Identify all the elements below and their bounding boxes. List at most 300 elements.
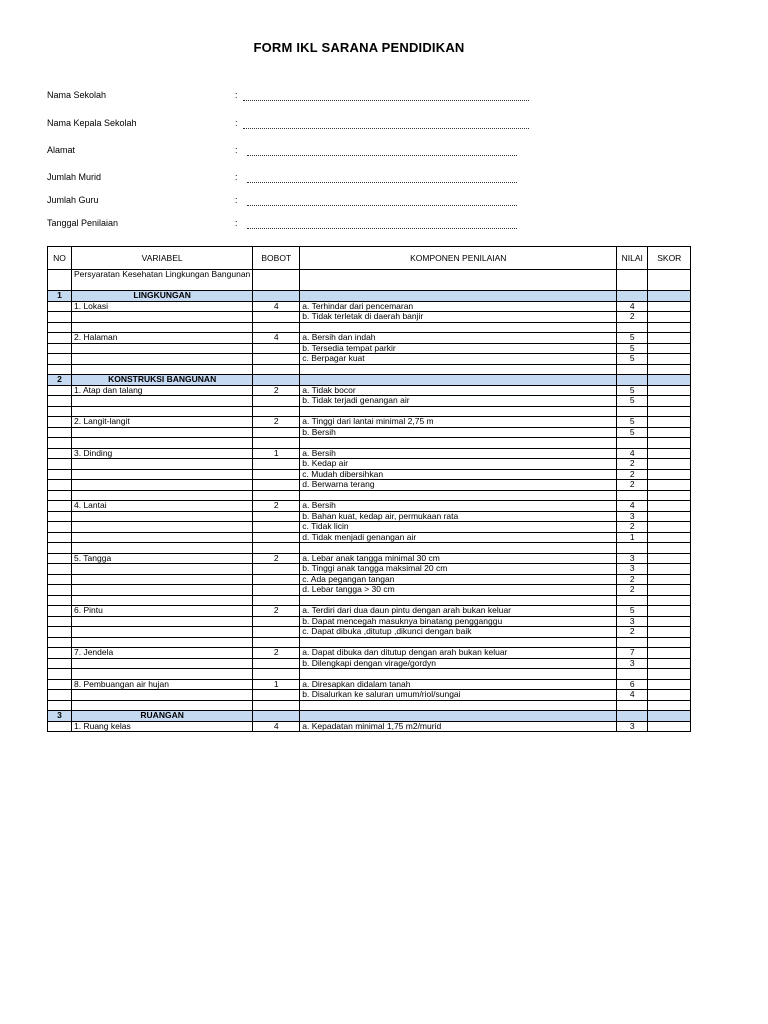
cell-bobot (253, 354, 300, 365)
cell-variabel: 7. Jendela (72, 648, 253, 659)
cell-skor[interactable] (648, 543, 691, 554)
header-variabel: VARIABEL (72, 247, 253, 270)
cell-variabel: LINGKUNGAN (72, 291, 253, 302)
cell-no (48, 511, 72, 522)
cell-komponen: a. Bersih (300, 501, 617, 512)
cell-variabel (72, 490, 253, 501)
field-row (47, 118, 547, 132)
cell-komponen: b. Tinggi anak tangga maksimal 20 cm (300, 564, 617, 575)
cell-komponen: a. Tidak bocor (300, 385, 617, 396)
cell-komponen: a. Dapat dibuka dan ditutup dengan arah bukan keluar (300, 648, 617, 659)
cell-nilai: 4 (617, 301, 648, 312)
field-input-line[interactable] (243, 128, 529, 129)
cell-bobot (253, 322, 300, 333)
table-row (48, 448, 691, 459)
cell-variabel: 4. Lantai (72, 501, 253, 512)
table-row (48, 511, 691, 522)
cell-skor[interactable] (648, 469, 691, 480)
cell-nilai (617, 364, 648, 375)
field-colon: : (235, 195, 238, 205)
cell-variabel (72, 427, 253, 438)
table-row (48, 438, 691, 449)
cell-komponen (300, 375, 617, 386)
cell-nilai: 5 (617, 385, 648, 396)
cell-variabel (72, 354, 253, 365)
cell-variabel: 3. Dinding (72, 448, 253, 459)
field-colon: : (235, 90, 238, 100)
cell-nilai: 4 (617, 501, 648, 512)
cell-variabel (72, 322, 253, 333)
cell-skor[interactable] (648, 438, 691, 449)
cell-skor[interactable] (648, 427, 691, 438)
cell-nilai (617, 637, 648, 648)
cell-nilai (617, 438, 648, 449)
cell-skor[interactable] (648, 700, 691, 711)
cell-variabel: RUANGAN (72, 711, 253, 722)
table-row (48, 574, 691, 585)
cell-bobot (253, 291, 300, 302)
cell-komponen: d. Tidak menjadi genangan air (300, 532, 617, 543)
cell-no (48, 637, 72, 648)
field-label: Tanggal Penilaian (47, 218, 119, 228)
cell-skor[interactable] (648, 322, 691, 333)
cell-komponen (300, 270, 617, 291)
cell-variabel (72, 406, 253, 417)
page-title: FORM IKL SARANA PENDIDIKAN (253, 40, 465, 55)
cell-nilai: 2 (617, 574, 648, 585)
field-input-line[interactable] (247, 228, 517, 229)
table-row (48, 690, 691, 701)
cell-komponen: d. Berwarna terang (300, 480, 617, 491)
cell-skor[interactable] (648, 658, 691, 669)
cell-nilai: 6 (617, 679, 648, 690)
field-label: Jumlah Murid (47, 172, 102, 182)
field-row (47, 172, 547, 186)
cell-skor[interactable] (648, 616, 691, 627)
table-row (48, 627, 691, 638)
cell-komponen: c. Mudah dibersihkan (300, 469, 617, 480)
cell-skor[interactable] (648, 627, 691, 638)
table-row (48, 532, 691, 543)
field-colon: : (235, 145, 238, 155)
cell-bobot (253, 480, 300, 491)
cell-skor[interactable] (648, 406, 691, 417)
cell-komponen (300, 322, 617, 333)
cell-bobot (253, 574, 300, 585)
cell-variabel: 8. Pembuangan air hujan (72, 679, 253, 690)
cell-komponen (300, 669, 617, 680)
cell-komponen: b. Dilengkapi dengan virage/gordyn (300, 658, 617, 669)
table-row (48, 459, 691, 470)
cell-variabel (72, 522, 253, 533)
cell-nilai (617, 669, 648, 680)
cell-skor[interactable] (648, 312, 691, 323)
cell-komponen (300, 490, 617, 501)
cell-nilai: 5 (617, 606, 648, 617)
cell-skor[interactable] (648, 511, 691, 522)
cell-nilai: 5 (617, 354, 648, 365)
cell-komponen (300, 637, 617, 648)
cell-nilai (617, 375, 648, 386)
cell-nilai: 5 (617, 343, 648, 354)
cell-bobot: 2 (253, 501, 300, 512)
cell-no (48, 385, 72, 396)
cell-no (48, 543, 72, 554)
cell-komponen (300, 291, 617, 302)
cell-no (48, 333, 72, 344)
cell-no (48, 322, 72, 333)
cell-variabel: Persyaratan Kesehatan Lingkungan Bangunan (72, 270, 253, 291)
table-row (48, 406, 691, 417)
field-input-line[interactable] (243, 100, 529, 101)
cell-bobot (253, 364, 300, 375)
cell-variabel: 5. Tangga (72, 553, 253, 564)
cell-variabel: 2. Halaman (72, 333, 253, 344)
cell-bobot (253, 438, 300, 449)
table-row (48, 543, 691, 554)
cell-no (48, 700, 72, 711)
table-row (48, 606, 691, 617)
cell-komponen (300, 406, 617, 417)
cell-nilai (617, 543, 648, 554)
cell-nilai: 3 (617, 616, 648, 627)
cell-skor[interactable] (648, 669, 691, 680)
cell-bobot (253, 511, 300, 522)
table-row (48, 396, 691, 407)
field-colon: : (235, 218, 238, 228)
cell-bobot: 4 (253, 333, 300, 344)
cell-no (48, 616, 72, 627)
cell-nilai: 5 (617, 417, 648, 428)
cell-bobot (253, 490, 300, 501)
table-row (48, 333, 691, 344)
cell-no (48, 574, 72, 585)
cell-skor[interactable] (648, 679, 691, 690)
cell-no (48, 469, 72, 480)
cell-bobot (253, 469, 300, 480)
cell-bobot: 4 (253, 721, 300, 732)
cell-skor[interactable] (648, 574, 691, 585)
cell-variabel (72, 511, 253, 522)
section-row (48, 711, 691, 722)
cell-variabel (72, 637, 253, 648)
cell-no (48, 721, 72, 732)
cell-no (48, 417, 72, 428)
table-row (48, 322, 691, 333)
table-row (48, 522, 691, 533)
cell-nilai (617, 595, 648, 606)
cell-komponen: b. Bersih (300, 427, 617, 438)
cell-skor[interactable] (648, 354, 691, 365)
cell-komponen: b. Tidak terletak di daerah banjir (300, 312, 617, 323)
cell-no (48, 501, 72, 512)
cell-skor[interactable] (648, 459, 691, 470)
cell-komponen: a. Tinggi dari lantai minimal 2,75 m (300, 417, 617, 428)
field-input-line[interactable] (247, 205, 517, 206)
cell-komponen: b. Dapat mencegah masuknya binatang pengganggu (300, 616, 617, 627)
cell-nilai: 2 (617, 469, 648, 480)
cell-komponen (300, 595, 617, 606)
cell-nilai (617, 270, 648, 291)
table-row (48, 669, 691, 680)
cell-skor[interactable] (648, 301, 691, 312)
cell-variabel (72, 396, 253, 407)
cell-komponen: b. Tersedia tempat parkir (300, 343, 617, 354)
cell-nilai: 2 (617, 585, 648, 596)
header-skor: SKOR (648, 247, 691, 270)
cell-nilai: 7 (617, 648, 648, 659)
field-row (47, 90, 547, 104)
field-colon: : (235, 172, 238, 182)
cell-no (48, 564, 72, 575)
table-row (48, 427, 691, 438)
cell-skor[interactable] (648, 595, 691, 606)
cell-no: 2 (48, 375, 72, 386)
cell-bobot (253, 669, 300, 680)
cell-komponen: d. Lebar tangga > 30 cm (300, 585, 617, 596)
cell-no (48, 364, 72, 375)
cell-no (48, 396, 72, 407)
cell-komponen (300, 364, 617, 375)
header-bobot: BOBOT (253, 247, 300, 270)
cell-nilai: 3 (617, 658, 648, 669)
field-label: Alamat (47, 145, 76, 155)
cell-komponen (300, 438, 617, 449)
cell-skor[interactable] (648, 333, 691, 344)
cell-no (48, 490, 72, 501)
cell-variabel (72, 438, 253, 449)
cell-variabel (72, 658, 253, 669)
table-row (48, 637, 691, 648)
table-row (48, 679, 691, 690)
cell-skor[interactable] (648, 270, 691, 291)
cell-bobot (253, 406, 300, 417)
table-row (48, 480, 691, 491)
cell-bobot: 4 (253, 301, 300, 312)
cell-no (48, 690, 72, 701)
cell-no (48, 658, 72, 669)
field-label: Nama Kepala Sekolah (47, 118, 137, 128)
cell-no (48, 448, 72, 459)
cell-no: 3 (48, 711, 72, 722)
cell-nilai: 4 (617, 690, 648, 701)
cell-nilai: 2 (617, 459, 648, 470)
table-row (48, 648, 691, 659)
field-label: Jumlah Guru (47, 195, 99, 205)
cell-no (48, 532, 72, 543)
field-input-line[interactable] (247, 182, 517, 183)
table-row (48, 564, 691, 575)
cell-skor[interactable] (648, 396, 691, 407)
cell-skor[interactable] (648, 564, 691, 575)
cell-nilai: 2 (617, 480, 648, 491)
cell-nilai (617, 406, 648, 417)
field-input-line[interactable] (247, 155, 517, 156)
cell-no (48, 585, 72, 596)
cell-no (48, 669, 72, 680)
cell-skor[interactable] (648, 637, 691, 648)
cell-no (48, 312, 72, 323)
cell-no (48, 354, 72, 365)
cell-komponen (300, 543, 617, 554)
cell-no (48, 606, 72, 617)
cell-variabel (72, 532, 253, 543)
cell-variabel (72, 343, 253, 354)
cell-skor[interactable] (648, 553, 691, 564)
cell-bobot (253, 616, 300, 627)
cell-nilai (617, 700, 648, 711)
cell-skor[interactable] (648, 480, 691, 491)
section-row (48, 375, 691, 386)
table-row (48, 343, 691, 354)
table-row (48, 301, 691, 312)
cell-bobot (253, 585, 300, 596)
cell-nilai: 2 (617, 312, 648, 323)
cell-skor[interactable] (648, 501, 691, 512)
cell-nilai (617, 322, 648, 333)
cell-no (48, 343, 72, 354)
cell-komponen: c. Berpagar kuat (300, 354, 617, 365)
cell-komponen: b. Bahan kuat, kedap air, permukaan rata (300, 511, 617, 522)
field-row (47, 195, 547, 209)
cell-no (48, 648, 72, 659)
cell-no (48, 406, 72, 417)
section-row (48, 291, 691, 302)
cell-no (48, 438, 72, 449)
cell-komponen (300, 711, 617, 722)
cell-variabel (72, 700, 253, 711)
cell-variabel (72, 459, 253, 470)
cell-komponen: b. Tidak terjadi genangan air (300, 396, 617, 407)
cell-komponen: a. Lebar anak tangga minimal 30 cm (300, 553, 617, 564)
cell-bobot (253, 690, 300, 701)
cell-variabel (72, 469, 253, 480)
cell-variabel: 1. Ruang kelas (72, 721, 253, 732)
cell-variabel (72, 585, 253, 596)
cell-variabel (72, 574, 253, 585)
table-row (48, 700, 691, 711)
table-row (48, 364, 691, 375)
cell-variabel (72, 564, 253, 575)
cell-skor[interactable] (648, 291, 691, 302)
cell-komponen: b. Kedap air (300, 459, 617, 470)
cell-nilai: 5 (617, 396, 648, 407)
cell-skor[interactable] (648, 522, 691, 533)
cell-nilai: 3 (617, 553, 648, 564)
cell-komponen: a. Terdiri dari dua daun pintu dengan arah bukan keluar (300, 606, 617, 617)
cell-variabel: 1. Atap dan talang (72, 385, 253, 396)
cell-nilai: 5 (617, 333, 648, 344)
cell-skor[interactable] (648, 343, 691, 354)
cell-komponen (300, 700, 617, 711)
table-row (48, 595, 691, 606)
cell-skor[interactable] (648, 417, 691, 428)
table-row (48, 270, 691, 291)
cell-skor[interactable] (648, 364, 691, 375)
cell-bobot: 2 (253, 385, 300, 396)
cell-variabel (72, 364, 253, 375)
assessment-table (47, 246, 691, 732)
cell-komponen: b. Disalurkan ke saluran umum/riol/sungai (300, 690, 617, 701)
cell-skor[interactable] (648, 448, 691, 459)
cell-komponen: a. Terhindar dari pencemaran (300, 301, 617, 312)
table-row (48, 721, 691, 732)
cell-nilai (617, 291, 648, 302)
cell-skor[interactable] (648, 490, 691, 501)
cell-bobot (253, 343, 300, 354)
cell-skor[interactable] (648, 721, 691, 732)
cell-variabel (72, 690, 253, 701)
cell-nilai: 3 (617, 721, 648, 732)
cell-no (48, 522, 72, 533)
header-no: NO (48, 247, 72, 270)
cell-bobot (253, 312, 300, 323)
cell-variabel (72, 669, 253, 680)
cell-no (48, 595, 72, 606)
table-row (48, 553, 691, 564)
table-row (48, 658, 691, 669)
cell-no: 1 (48, 291, 72, 302)
cell-skor[interactable] (648, 585, 691, 596)
table-header-row (48, 247, 691, 270)
cell-bobot (253, 522, 300, 533)
cell-no (48, 679, 72, 690)
field-label: Nama Sekolah (47, 90, 107, 100)
cell-bobot (253, 627, 300, 638)
cell-skor[interactable] (648, 375, 691, 386)
table-row (48, 490, 691, 501)
cell-nilai: 1 (617, 532, 648, 543)
cell-nilai: 3 (617, 564, 648, 575)
table-row (48, 616, 691, 627)
cell-variabel (72, 627, 253, 638)
cell-bobot (253, 658, 300, 669)
cell-bobot: 1 (253, 448, 300, 459)
cell-no (48, 553, 72, 564)
cell-bobot: 2 (253, 417, 300, 428)
cell-bobot (253, 543, 300, 554)
field-colon: : (235, 118, 238, 128)
cell-variabel (72, 480, 253, 491)
cell-bobot (253, 637, 300, 648)
header-komponen: KOMPONEN PENILAIAN (300, 247, 617, 270)
cell-skor[interactable] (648, 690, 691, 701)
cell-variabel (72, 595, 253, 606)
field-row (47, 218, 547, 232)
cell-skor[interactable] (648, 532, 691, 543)
cell-bobot (253, 532, 300, 543)
cell-no (48, 270, 72, 291)
cell-skor[interactable] (648, 385, 691, 396)
cell-skor[interactable] (648, 606, 691, 617)
cell-komponen: c. Ada pegangan tangan (300, 574, 617, 585)
cell-variabel: 6. Pintu (72, 606, 253, 617)
cell-nilai: 2 (617, 627, 648, 638)
cell-skor[interactable] (648, 648, 691, 659)
table-row (48, 501, 691, 512)
cell-bobot (253, 564, 300, 575)
cell-nilai: 2 (617, 522, 648, 533)
cell-komponen: a. Bersih (300, 448, 617, 459)
cell-skor[interactable] (648, 711, 691, 722)
cell-komponen: a. Bersih dan indah (300, 333, 617, 344)
table-row (48, 585, 691, 596)
cell-nilai (617, 490, 648, 501)
cell-komponen: a. Kepadatan minimal 1,75 m2/murid (300, 721, 617, 732)
cell-nilai: 5 (617, 427, 648, 438)
cell-variabel: 1. Lokasi (72, 301, 253, 312)
cell-nilai (617, 711, 648, 722)
